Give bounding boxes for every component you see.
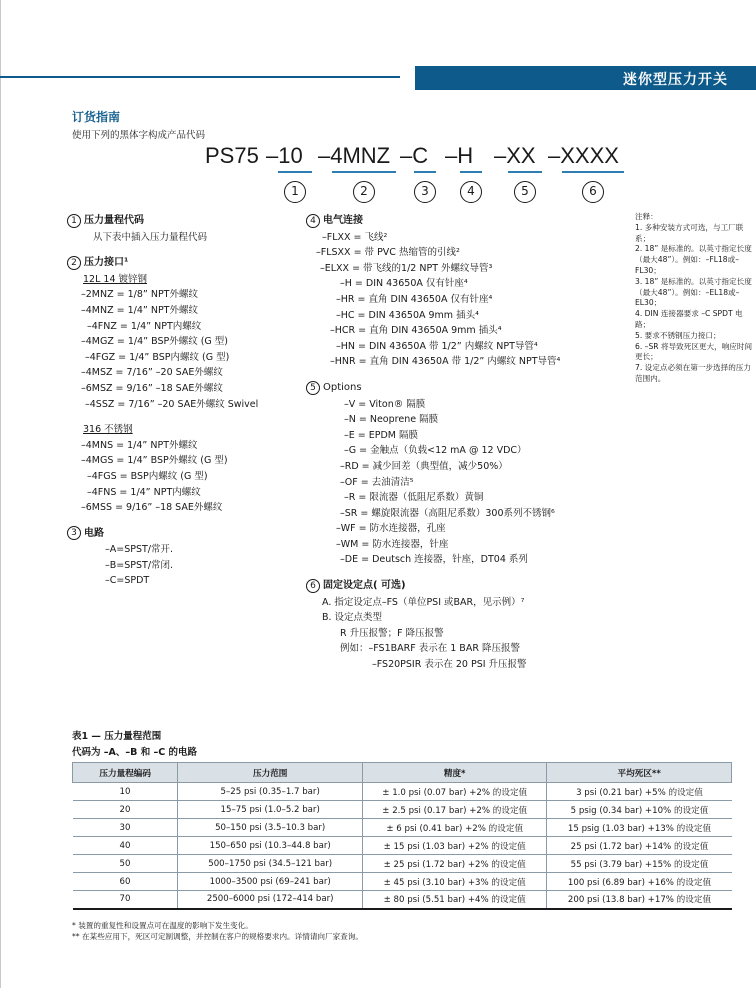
table-row [73,819,732,837]
table-cell: 30 [73,819,178,837]
list-item: –DE = Deutsch 连接器，针座，DT04 系列 [340,554,528,566]
column-header: 精度* [362,763,547,783]
left-column [67,213,258,589]
code-part: –XX [494,143,536,168]
code-part: –10 [266,143,303,168]
list-item: –OF = 去油清洁⁵ [340,476,414,488]
list-item: –N = Neoprene 隔膜 [344,414,439,426]
list-item: –H = DIN 43650A 仅有针座⁴ [340,278,468,290]
note-line: 7. 设定点必须在第一步选择的压力范围内。 [635,363,751,383]
list-item: –R = 限流器（低阻尼系数）黄铜 [344,492,484,504]
list-item: –E = EPDM 隔膜 [344,429,419,441]
list-item: –6MSZ = 9/16” –18 SAE外螺纹 [81,382,223,394]
section-5-header [306,380,560,396]
list-item: –A=SPST/常开. [105,544,174,556]
code-number-badge: 5 [514,181,536,203]
list-item: R 升压报警；F 降压报警 [340,627,444,639]
code-number-badge: 4 [460,181,482,203]
section-title: 电路 [84,527,104,539]
table-cell: 5–25 psi (0.35–1.7 bar) [178,783,363,801]
list-item: –V = Viton® 隔膜 [344,398,426,410]
header-bar [415,66,756,90]
table-cell: 15 psig (1.03 bar) +13% 的设定值 [547,819,732,837]
code-underline [332,171,396,173]
list-item: –4MNS = 1/4” NPT外螺纹 [81,439,198,451]
notes-panel [635,212,753,385]
table-row [73,837,732,855]
list-item: –4MGS = 1/4” BSP外螺纹 (G 型) [81,455,228,467]
table-cell: ± 45 psi (3.10 bar) +3% 的设定值 [362,873,547,891]
list-item: –4FNZ = 1/4” NPT内螺纹 [87,320,202,332]
code-underline [278,171,312,173]
section-line: 从下表中插入压力量程代码 [93,231,208,243]
note-line: 5. 要求不锈钢压力接口； [635,330,721,340]
table-header-row [73,763,732,783]
table-row [73,801,732,819]
list-item: B. 设定点类型 [322,612,383,624]
column-header: 压力量程编码 [73,763,178,783]
table-cell: 25 psi (1.72 bar) +14% 的设定值 [547,837,732,855]
footnotes [72,920,363,942]
table-cell: ± 80 psi (5.51 bar) +4% 的设定值 [362,891,547,909]
list-item: –4MSZ = 7/16” –20 SAE外螺纹 [81,367,223,379]
table-cell: 150–650 psi (10.3–44.8 bar) [178,837,363,855]
list-item: –4FGS = BSP内螺纹 (G 型) [87,470,208,482]
list-item: –HC = DIN 43650A 9mm 插头⁴ [336,309,479,321]
code-underline [508,171,542,173]
section-number: 6 [306,579,320,593]
list-item: –6MSS = 9/16” –18 SAE外螺纹 [81,502,223,514]
middle-column [306,213,560,673]
code-number-badge: 2 [353,181,375,203]
table-cell: 50–150 psi (3.5–10.3 bar) [178,819,363,837]
list-item: –G = 金触点（负载<12 mA @ 12 VDC） [344,445,527,457]
list-item: –2MNZ = 1/8” NPT外螺纹 [81,289,198,301]
note-line: 4. DIN 连接器要求 –C SPDT 电路； [635,309,743,329]
table-cell: 5 psig (0.34 bar) +10% 的设定值 [547,801,732,819]
code-part: –4MNZ [318,143,391,168]
pressure-range-table [72,762,732,910]
code-underline [562,171,624,173]
table-cell: 10 [73,783,178,801]
product-code-diagram [0,143,756,203]
header-title: 迷你型压力开关 [623,72,728,88]
list-item: –HN = DIN 43650A 带 1/2” 内螺纹 NPT导管⁴ [336,340,538,352]
list-item: –4SSZ = 7/16” –20 SAE外螺纹 Swivel [85,398,259,410]
note-line: 2. 18” 是标准的。以英寸指定长度（最大48”）。例如：–FL18或–FL30； [635,244,752,275]
section-number: 5 [306,381,320,395]
list-item: –C=SPDT [105,575,150,587]
list-item: –4MNZ = 1/4” NPT外螺纹 [81,304,198,316]
note-line: 6. –SR 将导致死区更大，响应时间更长； [635,341,753,362]
header-rule [0,76,400,78]
list-item: –4FGZ = 1/4” BSP内螺纹 (G 型) [85,351,230,363]
table-cell: ± 1.0 psi (0.07 bar) +2% 的设定值 [362,783,547,801]
table-row [73,855,732,873]
list-item: –FLSXX = 带 PVC 热缩管的引线² [316,247,460,259]
table-cell: 200 psi (13.8 bar) +17% 的设定值 [547,891,732,909]
table-row [73,783,732,801]
list-item: 例如：–FS1BARF 表示在 1 BAR 降压报警 [340,643,520,655]
code-number-badge: 3 [414,181,436,203]
note-line: 1. 多种安装方式可选，与工厂联系； [635,222,744,243]
material-group-title: 316 不锈钢 [83,424,133,436]
code-number-badge: 6 [582,181,604,203]
code-part: –C [400,143,429,168]
column-header: 压力范围 [178,763,363,783]
table-cell: 15–75 psi (1.0–5.2 bar) [178,801,363,819]
list-item: –B=SPST/常闭. [105,559,174,571]
footnote-line: * 装置的重复性和设置点可在温度的影响下发生变化。 [72,921,253,930]
table-cell: 60 [73,873,178,891]
table-cell: 20 [73,801,178,819]
list-item: –ELXX = 带飞线的1/2 NPT 外螺纹导管³ [320,262,493,274]
table-cell: ± 6 psi (0.41 bar) +2% 的设定值 [362,819,547,837]
note-line: 注释： [635,212,658,221]
table-cell: ± 15 psi (1.03 bar) +2% 的设定值 [362,837,547,855]
list-item: –RD = 减少回差（典型值，减少50%） [340,460,508,472]
table-title: 表1 — 压力量程范围 [72,731,162,742]
code-part: PS75 [205,143,259,168]
list-item: –HNR = 直角 DIN 43650A 带 1/2” 内螺纹 NPT导管⁴ [330,356,561,368]
section-number: 4 [306,214,320,228]
section-title: Options [323,381,362,393]
table-cell: ± 25 psi (1.72 bar) +2% 的设定值 [362,855,547,873]
code-number-badge: 1 [284,181,306,203]
code-underline [460,171,482,173]
code-underline [414,171,436,173]
table-row [73,873,732,891]
table-row [73,891,732,909]
section-title: 压力量程代码 [84,215,144,226]
section-2-header [67,255,258,271]
section-title: 电气连接 [323,215,363,226]
table-cell: 1000–3500 psi (69–241 bar) [178,873,363,891]
footnote-line: ** 在某些应用下，死区可定制调整，并控制在客户的规格要求内。详情请向厂家查询。 [72,932,363,941]
table-cell: 3 psi (0.21 bar) +5% 的设定值 [547,783,732,801]
table-cell: 40 [73,837,178,855]
section-4-header [306,213,560,229]
table-cell: 55 psi (3.79 bar) +15% 的设定值 [547,855,732,873]
section-number: 3 [67,526,81,540]
section-3-header [67,526,258,542]
order-guide-title: 订货指南 [72,110,121,124]
code-part: –H [445,143,474,168]
table-cell: 50 [73,855,178,873]
order-guide-subtitle: 使用下列的黑体字构成产品代码 [72,130,206,141]
code-part: –XXXX [548,143,619,168]
table-cell: 70 [73,891,178,909]
note-line: 3. 18” 是标准的。以英寸指定长度（最大48”）。例如：–EL18或–EL30； [635,276,752,308]
section-number: 1 [67,214,81,228]
column-header: 平均死区** [547,763,732,783]
list-item: –WM = 防水连接器，针座 [336,538,449,550]
section-title: 压力接口¹ [84,257,129,269]
material-group-title: 12L 14 镀锌钢 [83,273,148,285]
section-title: 固定设定点( 可选) [323,580,406,592]
list-item: –WF = 防水连接器，孔座 [336,523,446,535]
table-cell: 2500–6000 psi (172–414 bar) [178,891,363,909]
list-item: –4MGZ = 1/4” BSP外螺纹 (G 型) [81,336,229,348]
section-1-header [67,213,258,229]
list-item: –HR = 直角 DIN 43650A 仅有针座⁴ [336,293,493,305]
section-number: 2 [67,256,81,270]
list-item: –FS20PSIR 表示在 20 PSI 升压报警 [372,659,527,671]
table-cell: 100 psi (6.89 bar) +16% 的设定值 [547,873,732,891]
list-item: A. 指定设定点–FS（单位PSI 或BAR，见示例）⁷ [322,596,525,608]
table-cell: ± 2.5 psi (0.17 bar) +2% 的设定值 [362,801,547,819]
section-6-header [306,578,560,594]
list-item: –FLXX = 飞线² [322,231,388,243]
list-item: –4FNS = 1/4” NPT内螺纹 [87,486,201,498]
table-cell: 500–1750 psi (34.5–121 bar) [178,855,363,873]
list-item: –SR = 螺旋限流器（高阻尼系数）300系列不锈钢⁶ [340,507,555,519]
list-item: –HCR = 直角 DIN 43650A 9mm 插头⁴ [330,325,502,337]
table-subtitle: 代码为 –A、–B 和 –C 的电路 [72,747,198,758]
